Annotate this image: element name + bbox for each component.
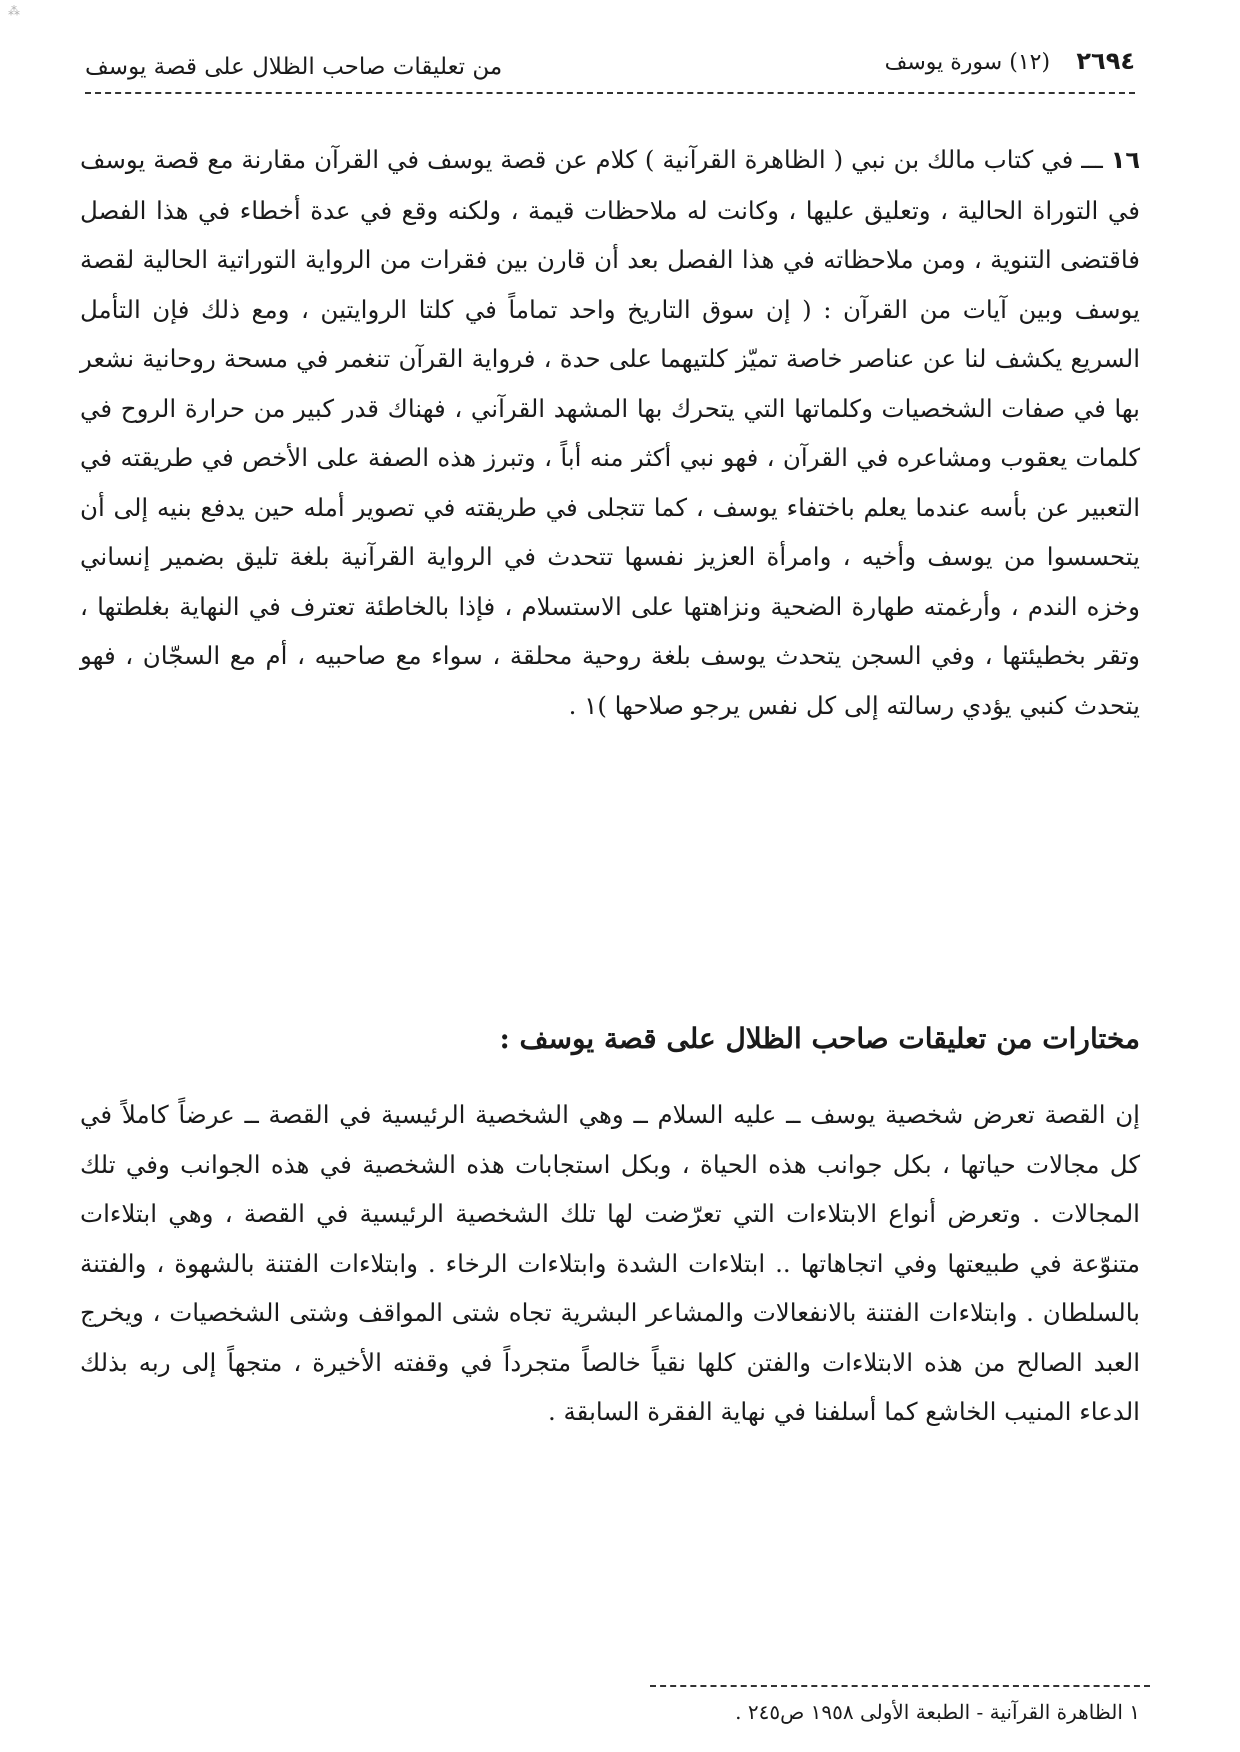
header-divider (85, 92, 1135, 94)
surah-label: (١٢) سورة يوسف (884, 50, 1051, 75)
scan-corner-mark: ⁂ (8, 4, 20, 18)
running-title: من تعليقات صاحب الظلال على قصة يوسف (85, 54, 503, 80)
section-body: إن القصة تعرض شخصية يوسف ــ عليه السلام ــ وهي الشخصية الرئيسية في القصة ــ عرضاً كاملاً في كل مجالات حياتها ، بكل جوانب هذه الحياة ، وبكل استجابات هذه الشخصية في هذه الجوانب وفي تلك المجالات . وتعرض أنواع الابتلاءات التي تعرّضت لها تلك الشخصية الرئيسية في القصة ، وهي ابتلاءات متنوّعة في طبيعتها وفي اتجاهاتها .. ابتلاءات الشدة وابتلاءات الرخاء . وابتلاءات الفتنة بالشهوة ، والفتنة بالسلطان . وابتلاءات الفتنة بالانفعالات والمشاعر البشرية تجاه شتى المواقف وشتى الشخصيات ، ويخرج العبد الصالح من هذه الابتلاءات والفتن كلها نقياً خالصاً متجرداً في وقفته الأخيرة ، متجهاً إلى ربه بذلك الدعاء المنيب الخاشع كما أسلفنا في نهاية الفقرة السابقة . (80, 1100, 1140, 1426)
paragraph-text: في كتاب مالك بن نبي ( الظاهرة القرآنية ) كلام عن قصة يوسف في القرآن مقارنة مع قصة يوسف في التوراة الحالية ، وتعليق عليها ، وكانت له ملاحظات قيمة ، ولكنه وقع في عدة أخطاء في هذا الفصل فاقتضى التنوية ، ومن ملاحظاته في هذا الفصل بعد أن قارن بين فقرات من الرواية التوراتية الحالية لقصة يوسف وبين آيات من القرآن : ( إن سوق التاريخ واحد تماماً في كلتا الروايتين ، ومع ذلك فإن التأمل السريع يكشف لنا عن عناصر خاصة تميّز كلتيهما على حدة ، فرواية القرآن تنغمر في مسحة روحانية نشعر بها في صفات الشخصيات وكلماتها التي يتحرك بها المشهد القرآني ، فهناك قدر كبير من حرارة الروح في كلمات يعقوب ومشاعره في القرآن ، فهو نبي أكثر منه أباً ، وتبرز هذه الصفة على الأخص في طريقته في التعبير عن بأسه عندما يعلم باختفاء يوسف ، كما تتجلى في طريقته في تصوير أمله حين يدفع بنيه إلى أن يتحسسوا من يوسف وأخيه ، وامرأة العزيز نفسها تتحدث في الرواية القرآنية بلغة تليق بضمير إنساني وخزه الندم ، وأرغمته طهارة الضحية ونزاهتها على الاستسلام ، فإذا بالخاطئة تعترف في النهاية بغلطتها ، وتقر بخطيئتها ، وفي السجن يتحدث يوسف بلغة روحية محلقة ، سواء مع صاحبيه ، أم مع السجّان ، فهو يتحدث كنبي يؤدي رسالته إلى كل نفس يرجو صلاحها )١ . (80, 145, 1140, 720)
paragraph-16 (80, 135, 1140, 730)
paragraph-dash: ـــ (1073, 145, 1103, 174)
section-heading: مختارات من تعليقات صاحب الظلال على قصة يوسف : (499, 1022, 1140, 1055)
page-number: ٢٦٩٤ (1076, 47, 1135, 75)
paragraph-number: ١٦ (1110, 146, 1140, 174)
footnote: ١ الظاهرة القرآنية - الطبعة الأولى ١٩٥٨ ص٢٤٥ . (735, 1700, 1140, 1724)
footnote-divider (650, 1685, 1150, 1687)
header-page-info (885, 46, 1135, 75)
page-header (85, 40, 1135, 100)
